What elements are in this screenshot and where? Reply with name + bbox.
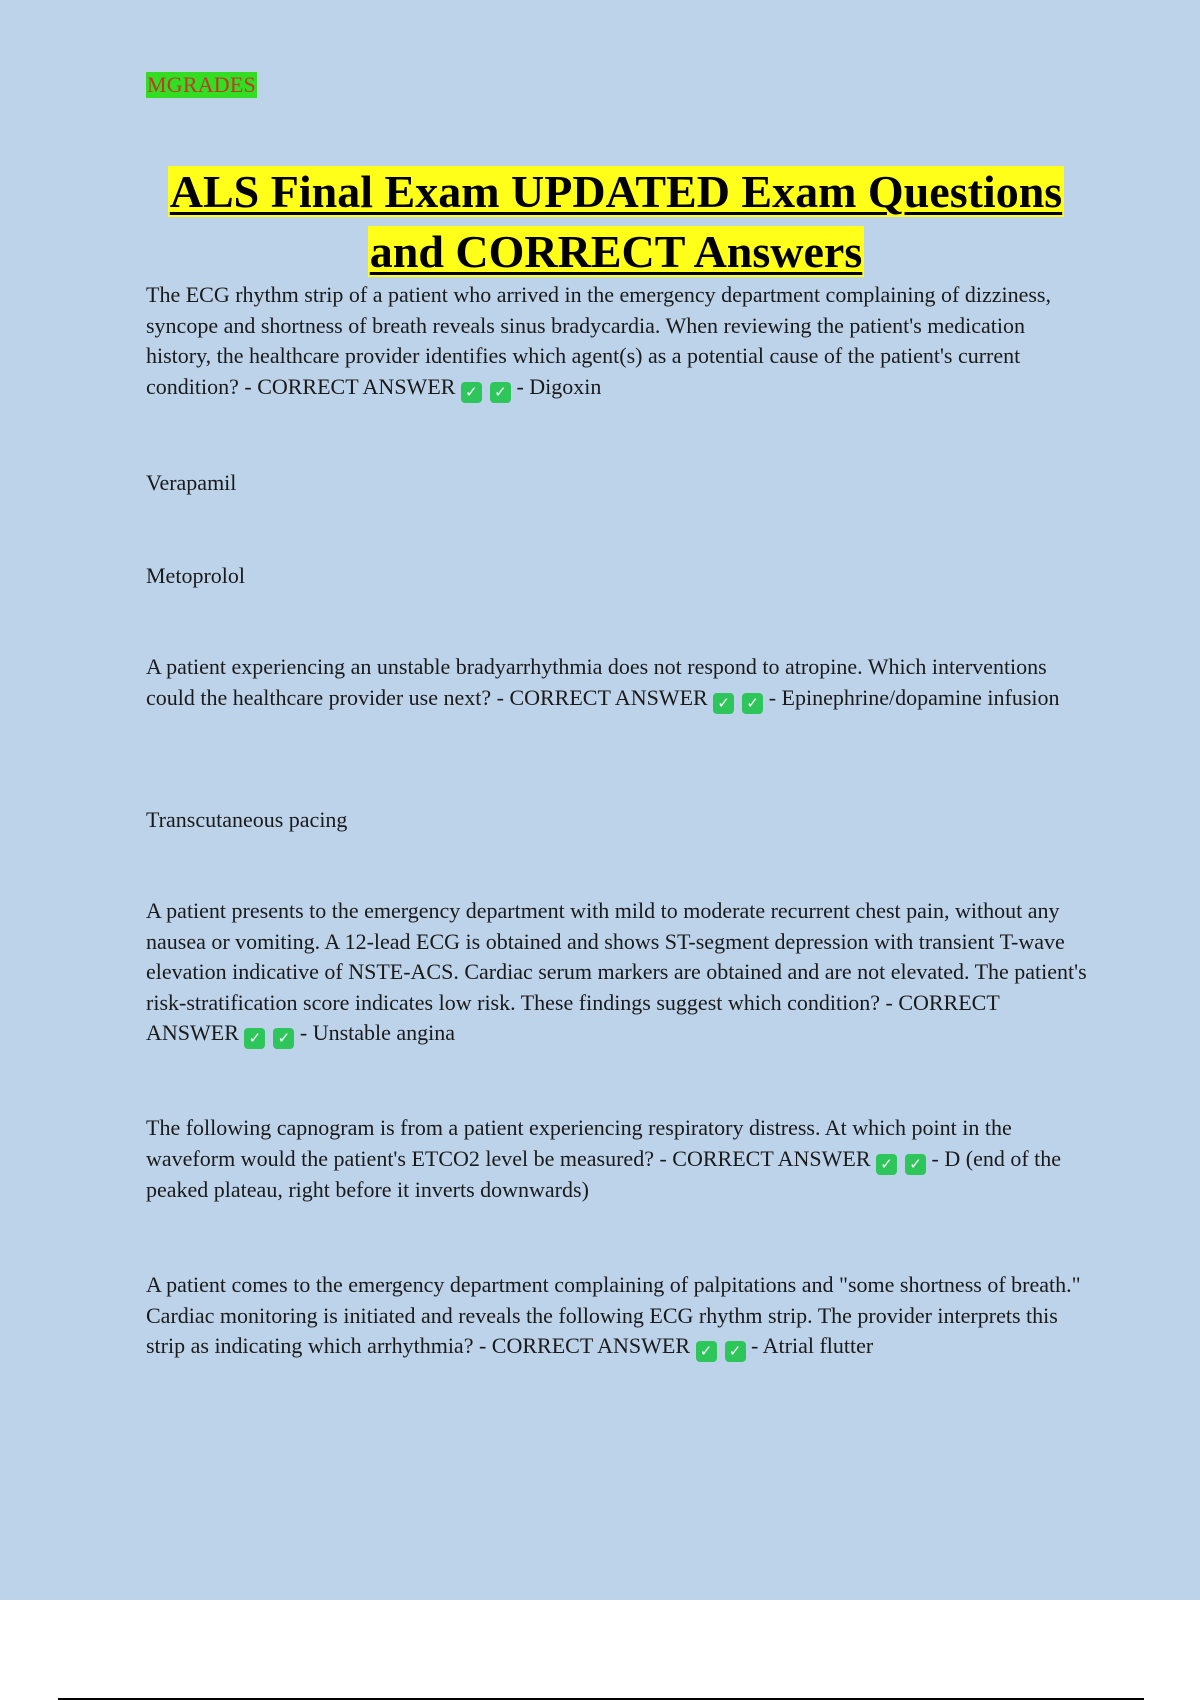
answer-option: Verapamil xyxy=(146,470,237,495)
brand-label: MGRADES xyxy=(147,72,256,97)
check-mark-icon: ✓ xyxy=(461,382,482,403)
answer-text: - Epinephrine/dopamine infusion xyxy=(768,684,1060,710)
title-line-2: and CORRECT Answers xyxy=(369,226,863,277)
qa-item-1 xyxy=(146,280,1091,403)
check-mark-icon: ✓ xyxy=(725,1341,746,1362)
qa-item-3 xyxy=(146,896,1091,1049)
answer-text: - Atrial flutter xyxy=(751,1333,874,1358)
answer-text: - Unstable angina xyxy=(299,1020,456,1045)
check-mark-icon: ✓ xyxy=(742,693,763,714)
document-content xyxy=(146,72,1087,1360)
answer-option: Metoprolol xyxy=(146,563,245,588)
check-mark-icon: ✓ xyxy=(696,1341,717,1362)
question-text: A patient presents to the emergency department with mild to moderate recurrent chest pain, without any nausea or vomiting. A 12-lead ECG is obtained and shows ST-segment depression with transient T-wave elevation indicative of NSTE-ACS. Cardiac serum markers are obtained and are not elevated. The patient's risk-stratification score indicates low risk. These findings suggest which condition? - CORRECT ANSWER xyxy=(146,898,1087,1045)
qa-item-4 xyxy=(146,1113,1091,1205)
check-mark-icon: ✓ xyxy=(273,1028,294,1049)
check-mark-icon: ✓ xyxy=(713,693,734,714)
qa-item-2 xyxy=(146,652,1091,714)
check-mark-icon: ✓ xyxy=(876,1154,897,1175)
check-mark-icon: ✓ xyxy=(244,1028,265,1049)
page-title xyxy=(146,162,1086,282)
answer-option: Transcutaneous pacing xyxy=(146,807,348,832)
question-text: The following capnogram is from a patient experiencing respiratory distress. At which point in the waveform would the patient's ETCO2 level be measured? - CORRECT ANSWER xyxy=(146,1115,1012,1171)
question-text: A patient experiencing an unstable bradyarrhythmia does not respond to atropine. Which interventions could the healthcare provider use next? - CORRECT ANSWER xyxy=(146,654,1047,710)
question-text: A patient comes to the emergency department complaining of palpitations and "some shortness of breath." Cardiac monitoring is initiated and reveals the following ECG rhythm strip. The provider interprets this strip as indicating which arrhythmia? - CORRECT ANSWER xyxy=(146,1272,1081,1358)
check-mark-icon: ✓ xyxy=(905,1154,926,1175)
check-mark-icon: ✓ xyxy=(490,382,511,403)
qa-item-5 xyxy=(146,1270,1091,1362)
question-text: The ECG rhythm strip of a patient who arrived in the emergency department complaining of dizziness, syncope and shortness of breath reveals sinus bradycardia. When reviewing the patient's medication history, the healthcare provider identifies which agent(s) as a potential cause of the patient's current condition? - CORRECT ANSWER xyxy=(146,282,1051,399)
answer-text: - D (end of the peaked plateau, right before it inverts downwards) xyxy=(146,1145,1062,1202)
title-line-1: ALS Final Exam UPDATED Exam Questions xyxy=(169,166,1063,217)
answer-text: - Digoxin xyxy=(516,373,602,399)
